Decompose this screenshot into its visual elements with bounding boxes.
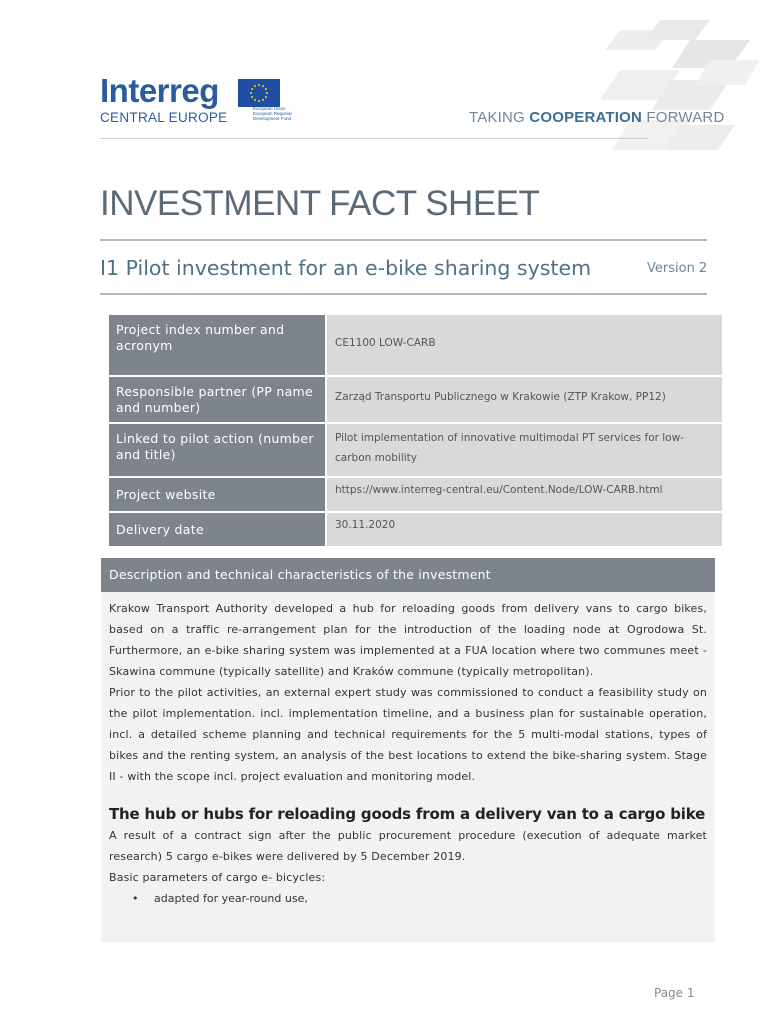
logo-subtitle: CENTRAL EUROPE	[100, 110, 228, 125]
list-item	[109, 888, 707, 909]
tagline	[469, 109, 725, 126]
subheading: The hub or hubs for reloading goods from a delivery van to a cargo bike	[109, 805, 706, 823]
section-heading: Description and technical characteristics of the investment	[101, 558, 715, 592]
table-row	[109, 377, 722, 424]
description-section	[101, 558, 715, 942]
row-label: Project website	[109, 478, 327, 511]
eu-fund-text	[253, 106, 293, 122]
table-row	[109, 424, 722, 478]
tagline-bold: COOPERATION	[529, 109, 643, 126]
tagline-post: FORWARD	[642, 109, 725, 126]
version-label: Version 2	[647, 261, 708, 276]
table-row	[109, 315, 722, 377]
row-value: Zarząd Transportu Publicznego w Krakowie (ZTP Krakow, PP12)	[327, 377, 722, 422]
paragraph: Krakow Transport Authority developed a hub for reloading goods from delivery vans to cargo bikes, based on a traffic re-arrangement plan for the introduction of the loading node at Ogrodowa St. Furthermore, an e-bike sharing system was implemented at a FUA location where two communes meet - Skawina commune (typically satellite) and Kraków commune (typically metropolitan).	[109, 602, 707, 678]
paragraph: A result of a contract sign after the public procurement procedure (execution of adequate market research) 5 cargo e-bikes were delivered by 5 December 2019.	[109, 829, 707, 863]
page-number: Page 1	[654, 986, 695, 1000]
document-title: INVESTMENT FACT SHEET	[100, 184, 540, 223]
row-label: Responsible partner (PP name and number)	[109, 377, 327, 422]
paragraph: Basic parameters of cargo e- bicycles:	[109, 871, 326, 884]
table-row	[109, 478, 722, 513]
eu-text-line: European Regional	[253, 111, 292, 117]
decorative-arrows	[560, 10, 770, 170]
interreg-logo: Interreg	[100, 72, 219, 109]
row-value: 30.11.2020	[327, 513, 722, 546]
tagline-pre: TAKING	[469, 109, 530, 126]
row-label: Linked to pilot action (number and title)	[109, 424, 327, 476]
row-label: Project index number and acronym	[109, 315, 327, 375]
list-item-text: adapted for year-round use,	[154, 892, 308, 905]
row-value: https://www.interreg-central.eu/Content.Node/LOW-CARB.html	[327, 478, 722, 511]
row-value: CE1100 LOW-CARB	[327, 315, 722, 375]
table-row	[109, 513, 722, 546]
subtitle-rule	[100, 293, 707, 295]
project-info-table	[109, 315, 722, 546]
investment-title: I1 Pilot investment for an e-bike sharing system	[100, 256, 592, 280]
bullet-icon: •	[132, 892, 139, 905]
row-value: Pilot implementation of innovative multimodal PT services for low-carbon mobility	[327, 424, 722, 476]
paragraph: Prior to the pilot activities, an external expert study was commissioned to conduct a feasibility study on the pilot implementation. incl. implementation timeline, and a business plan for sustainable operation, incl. a detailed scheme planning and technical requirements for the 5 multi-modal stations, types of bikes and the renting system, an analysis of the best locations to extend the bike-sharing system. Stage II - with the scope incl. project evaluation and monitoring model.	[109, 686, 707, 783]
eu-flag-icon	[238, 79, 280, 107]
header-divider	[100, 138, 648, 139]
title-rule	[100, 239, 707, 241]
row-label: Delivery date	[109, 513, 327, 546]
eu-text-line: Development Fund	[253, 116, 292, 122]
eu-text-line: European Union	[253, 106, 286, 111]
